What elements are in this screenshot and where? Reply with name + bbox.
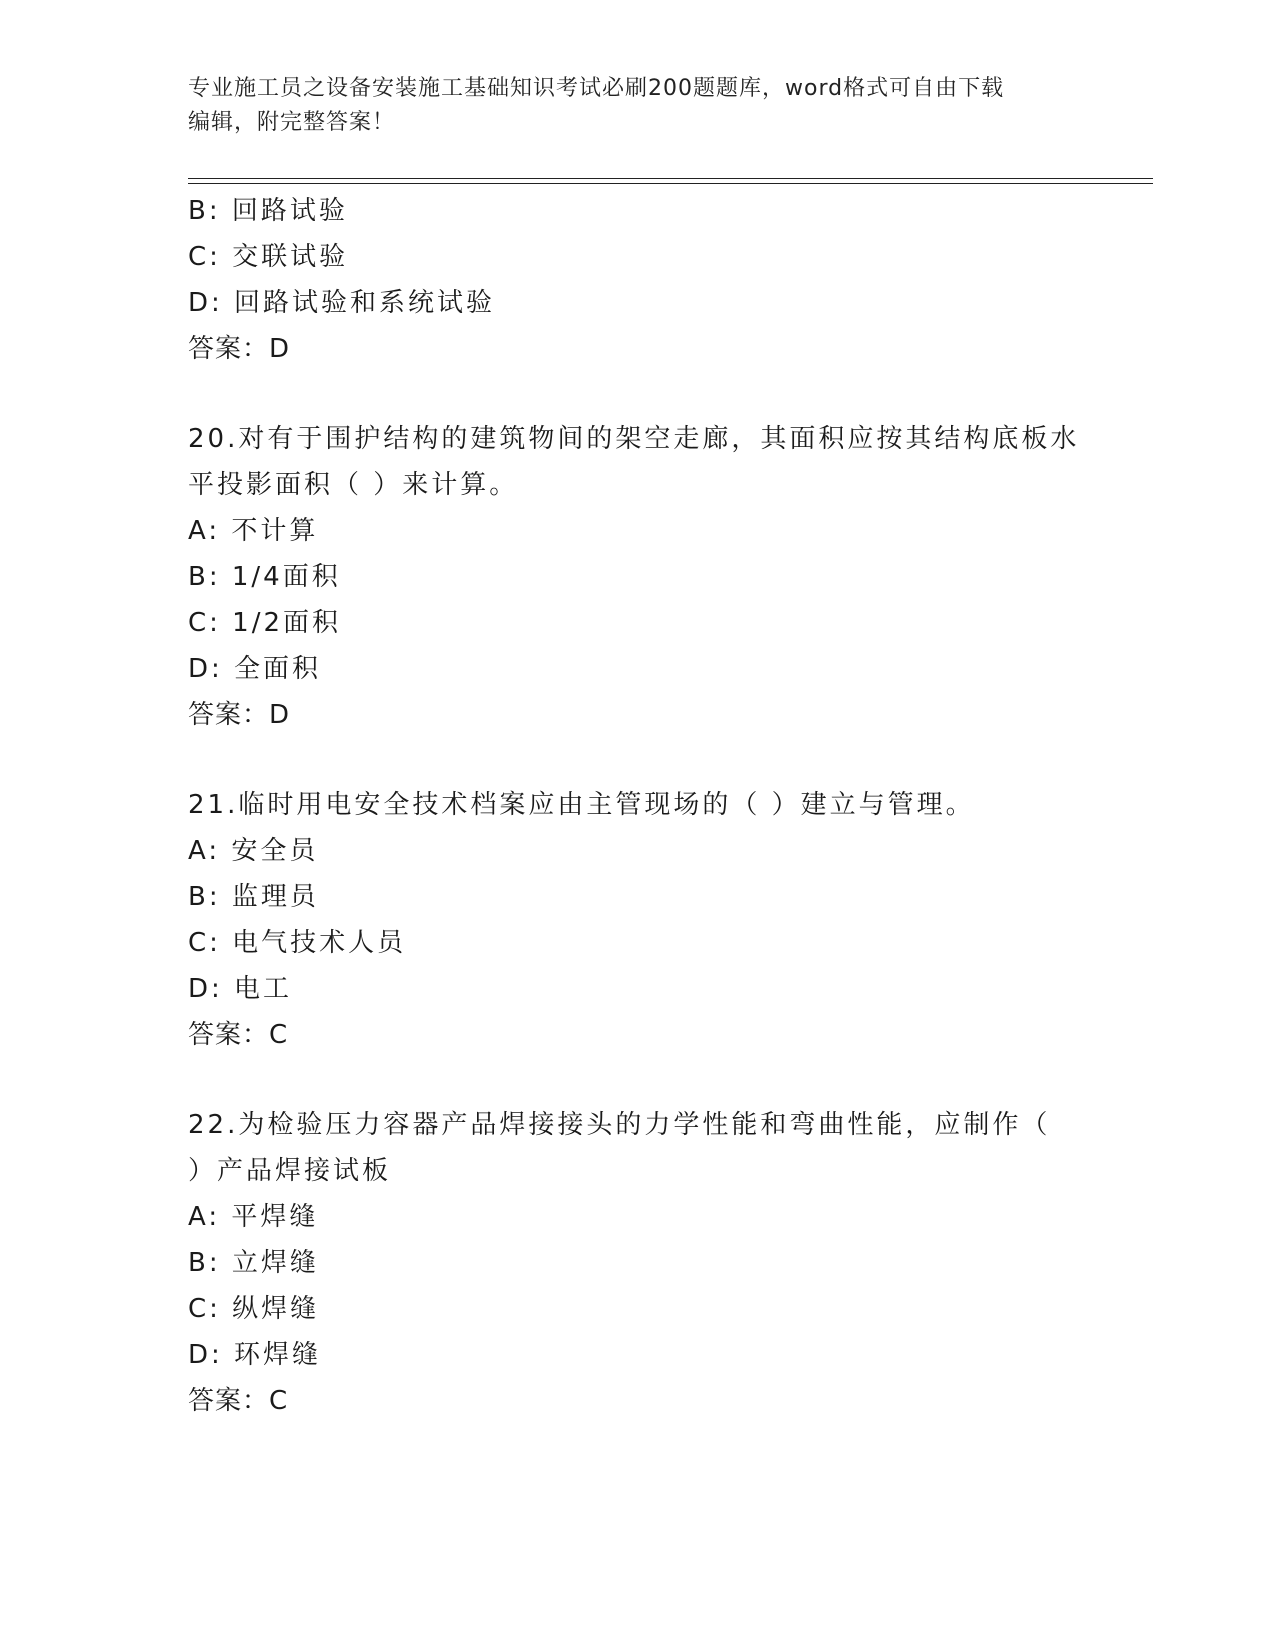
option-c: C: 1/2面积 <box>188 608 342 638</box>
answer-line: 答案：D <box>188 334 291 364</box>
document-header <box>188 72 1088 140</box>
header-divider-bottom <box>188 183 1153 184</box>
question-stem-line: 平投影面积（ ）来计算。 <box>188 470 519 500</box>
option-d: D: 回路试验和系统试验 <box>188 288 496 318</box>
question-stem-line: 21.临时用电安全技术档案应由主管现场的（ ）建立与管理。 <box>188 790 975 820</box>
option-c: C: 交联试验 <box>188 242 349 272</box>
option-c: C: 电气技术人员 <box>188 928 407 958</box>
option-c: C: 纵焊缝 <box>188 1294 320 1324</box>
answer-line: 答案：D <box>188 700 291 730</box>
option-d: D: 环焊缝 <box>188 1340 322 1370</box>
question-stem-line: 22.为检验压力容器产品焊接接头的力学性能和弯曲性能，应制作（ <box>188 1110 1051 1140</box>
header-line-1: 专业施工员之设备安装施工基础知识考试必刷200题题库，word格式可自由下载 <box>188 76 1005 101</box>
option-b: B: 回路试验 <box>188 196 348 226</box>
answer-line: 答案：C <box>188 1020 289 1050</box>
option-d: D: 全面积 <box>188 654 322 684</box>
header-divider-top <box>188 178 1153 179</box>
answer-line: 答案：C <box>188 1386 289 1416</box>
header-line-2: 编辑，附完整答案！ <box>188 110 396 135</box>
option-d: D: 电工 <box>188 974 293 1004</box>
option-a: A: 不计算 <box>188 516 319 546</box>
question-stem-line: ）产品焊接试板 <box>188 1156 392 1186</box>
question-20 <box>188 416 1088 738</box>
option-a: A: 安全员 <box>188 836 319 866</box>
question-list <box>188 188 1088 1424</box>
question-21 <box>188 782 1088 1058</box>
option-b: B: 1/4面积 <box>188 562 341 592</box>
question-22 <box>188 1102 1088 1424</box>
option-b: B: 监理员 <box>188 882 319 912</box>
option-b: B: 立焊缝 <box>188 1248 319 1278</box>
question-stem-line: 20.对有于围护结构的建筑物间的架空走廊，其面积应按其结构底板水 <box>188 424 1080 454</box>
continued-question <box>188 188 1088 372</box>
option-a: A: 平焊缝 <box>188 1202 319 1232</box>
